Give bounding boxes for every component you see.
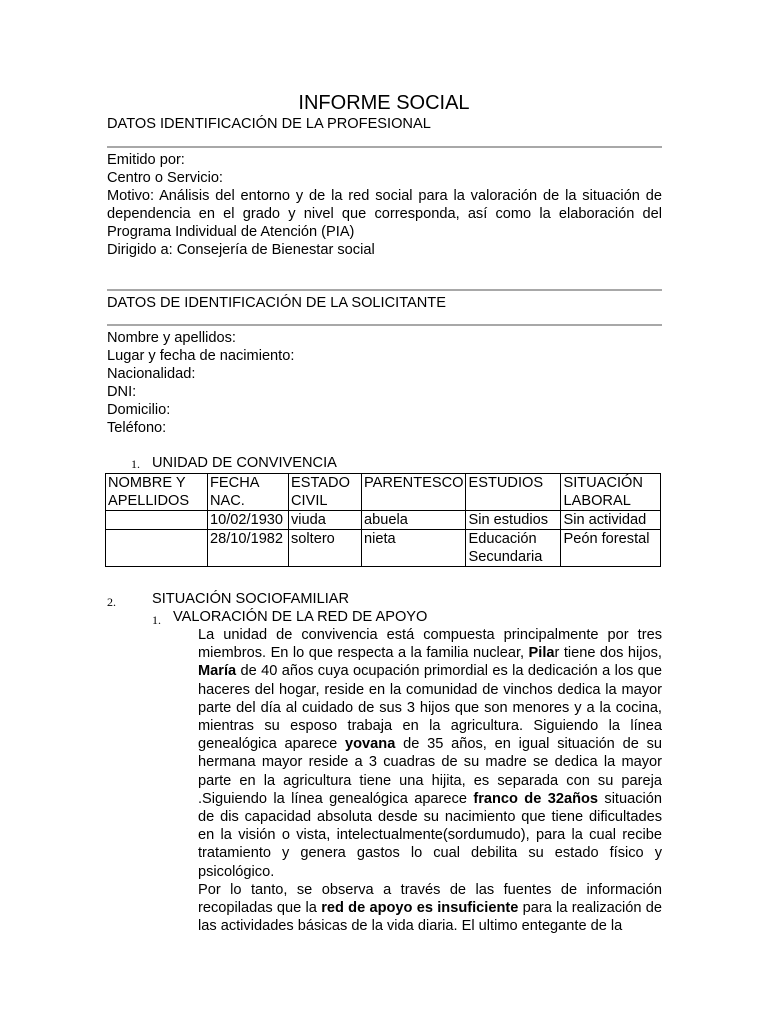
table-cell: Sin estudios xyxy=(466,511,561,530)
unidad-convivencia-heading: UNIDAD DE CONVIVENCIA xyxy=(152,455,337,471)
table-header-cell: ESTADO CIVIL xyxy=(289,474,362,511)
table-header-row xyxy=(106,474,661,511)
motivo-text: Motivo: Análisis del entorno y de la red social para la valoración de la situación de dependencia en el grado y nivel que corresponda, así como la elaboración del Programa Individual de Atención (PIA) xyxy=(107,188,662,241)
divider xyxy=(107,146,662,148)
paragraph: Por lo tanto, se observa a través de las fuentes de información recopiladas que la red de apoyo es insuficiente para la realización de las actividades básicas de la vida diaria. El ultimo entegante de la xyxy=(198,881,663,935)
table-header-cell: ESTUDIOS xyxy=(466,474,561,511)
emitido-label: Emitido por: xyxy=(107,152,185,168)
table-header-cell: NOMBRE Y APELLIDOS xyxy=(106,474,208,511)
subsection-number: 1. xyxy=(152,613,161,627)
table-cell xyxy=(106,530,208,567)
document-title: INFORME SOCIAL xyxy=(298,92,470,114)
table-cell: viuda xyxy=(289,511,362,530)
table-cell: Sin actividad xyxy=(561,511,661,530)
table-cell: Peón forestal xyxy=(561,530,661,567)
section-number: 1. xyxy=(131,457,140,471)
professional-section-heading: DATOS IDENTIFICACIÓN DE LA PROFESIONAL xyxy=(107,116,431,132)
divider xyxy=(107,324,662,326)
table-row xyxy=(106,530,661,567)
table-cell: 10/02/1930 xyxy=(208,511,289,530)
centro-label: Centro o Servicio: xyxy=(107,170,223,186)
table-cell: nieta xyxy=(362,530,466,567)
table-cell: abuela xyxy=(362,511,466,530)
section-number: 2. xyxy=(107,595,116,609)
table-cell xyxy=(106,511,208,530)
convivencia-table xyxy=(105,473,661,567)
solicitante-section-heading: DATOS DE IDENTIFICACIÓN DE LA SOLICITANTE xyxy=(107,295,446,311)
nombre-label: Nombre y apellidos: xyxy=(107,330,236,346)
table-header-cell: SITUACIÓN LABORAL xyxy=(561,474,661,511)
report-body xyxy=(198,626,662,935)
valoracion-red-apoyo-heading: VALORACIÓN DE LA RED DE APOYO xyxy=(173,609,428,625)
table-header-cell: FECHA NAC. xyxy=(208,474,289,511)
table-cell: soltero xyxy=(289,530,362,567)
dni-label: DNI: xyxy=(107,384,137,400)
situacion-sociofamiliar-heading: SITUACIÓN SOCIOFAMILIAR xyxy=(152,591,350,607)
domicilio-label: Domicilio: xyxy=(107,402,171,418)
table-row xyxy=(106,511,661,530)
nacionalidad-label: Nacionalidad: xyxy=(107,366,196,382)
divider xyxy=(107,289,662,291)
paragraph: La unidad de convivencia está compuesta principalmente por tres miembros. En lo que respecta a la familia nuclear, Pilar tiene dos hijos, María de 40 años cuya ocupación primordial es la dedicación a los que haceres del hogar, reside en la comunidad de vinchos dedica la mayor parte del día al cuidado de sus 3 hijos que son menores y a la cocina, mientras su esposo trabaja en la agricultura. Siguiendo la línea genealógica aparece yovana de 35 años, en igual situación de su hermana mayor reside a 3 cuadras de su madre se dedica la mayor parte en la agricultura tiene una hijita, es separada con su pareja .Siguiendo la línea genealógica aparece franco de 32años situación de dis capacidad absoluta desde su nacimiento que tiene dificultades en la visión o vista, intelectualmente(sordumudo), para la cual recibe tratamiento y genera gastos lo cual debilita su estado físico y psicológico. xyxy=(198,627,663,880)
table-cell: Educación Secundaria xyxy=(466,530,561,567)
telefono-label: Teléfono: xyxy=(107,420,167,436)
table-cell: 28/10/1982 xyxy=(208,530,289,567)
table-header-cell: PARENTESCO xyxy=(362,474,466,511)
lugar-label: Lugar y fecha de nacimiento: xyxy=(107,348,295,364)
dirigido-label: Dirigido a: Consejería de Bienestar social xyxy=(107,242,375,258)
